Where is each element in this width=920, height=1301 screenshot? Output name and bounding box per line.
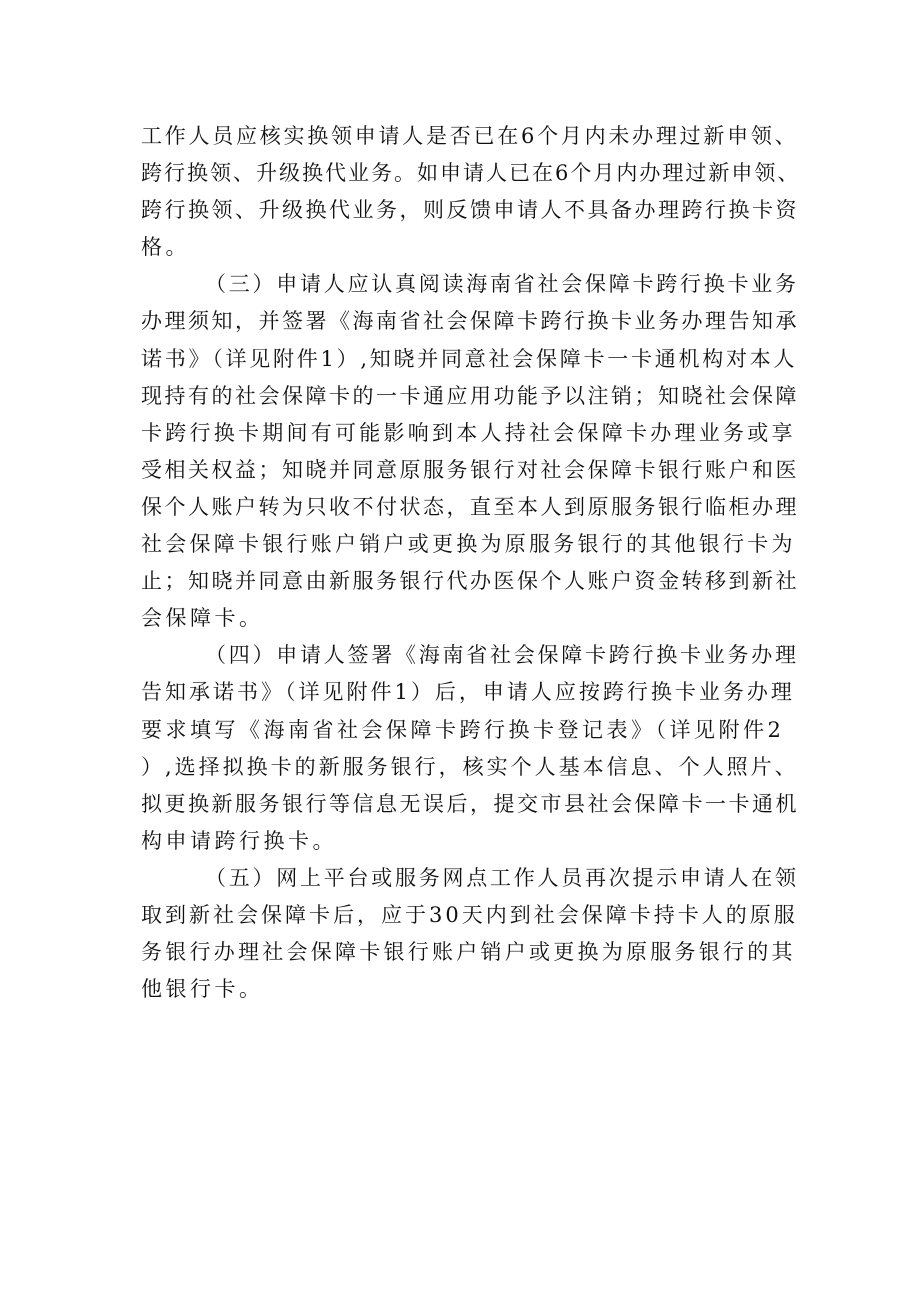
- text-line: 现持有的社会保障卡的一卡通应用功能予以注销；知晓社会保障: [141, 383, 799, 408]
- text-line: 他银行卡。: [141, 977, 264, 1002]
- text-line: 办理须知，并签署《海南省社会保障卡跨行换卡业务办理告知承: [141, 309, 799, 334]
- text-line: 取到新社会保障卡后，应于30天内到社会保障卡持卡人的原服: [141, 902, 798, 927]
- text-line: 要求填写《海南省社会保障卡跨行换卡登记表》（详见附件2: [141, 717, 785, 742]
- text-line: 社会保障卡银行账户销户或更换为原服务银行的其他银行卡为: [141, 532, 796, 557]
- text-line: ）,选择拟换卡的新服务银行，核实个人基本信息、个人照片、: [141, 754, 799, 779]
- text-line: 诺书》（详见附件1）,知晓并同意社会保障卡一卡通机构对本人: [141, 346, 798, 371]
- text-line: 跨行换领、升级换代业务。如申请人已在6个月内办理过新申领、: [141, 161, 801, 186]
- text-line: 格。: [141, 235, 190, 260]
- text-line: 止；知晓并同意由新服务银行代办医保个人账户资金转移到新社: [141, 569, 799, 594]
- text-line: 卡跨行换卡期间有可能影响到本人持社会保障卡办理业务或享: [141, 420, 796, 445]
- document-body: [141, 118, 801, 1008]
- text-line: 构申请跨行换卡。: [141, 828, 337, 853]
- text-line: 保个人账户转为只收不付状态，直至本人到原服务银行临柜办理: [141, 494, 799, 519]
- text-line: 告知承诺书》（详见附件1）后，申请人应按跨行换卡业务办理: [141, 680, 795, 705]
- text-line: 跨行换领、升级换代业务，则反馈申请人不具备办理跨行换卡资: [141, 198, 799, 223]
- text-line: 拟更换新服务银行等信息无误后，提交市县社会保障卡一卡通机: [141, 791, 799, 816]
- text-line: （五）网上平台或服务网点工作人员再次提示申请人在领: [205, 865, 799, 890]
- text-line: 会保障卡。: [141, 606, 264, 631]
- text-line: 受相关权益；知晓并同意原服务银行对社会保障卡银行账户和医: [141, 457, 799, 482]
- text-line: （三）申请人应认真阅读海南省社会保障卡跨行换卡业务: [205, 272, 799, 297]
- text-line: 工作人员应核实换领申请人是否已在6个月内未办理过新申领、: [141, 124, 799, 148]
- text-line: （四）申请人签署《海南省社会保障卡跨行换卡业务办理: [205, 643, 799, 668]
- text-line: 务银行办理社会保障卡银行账户销户或更换为原服务银行的其: [141, 940, 796, 965]
